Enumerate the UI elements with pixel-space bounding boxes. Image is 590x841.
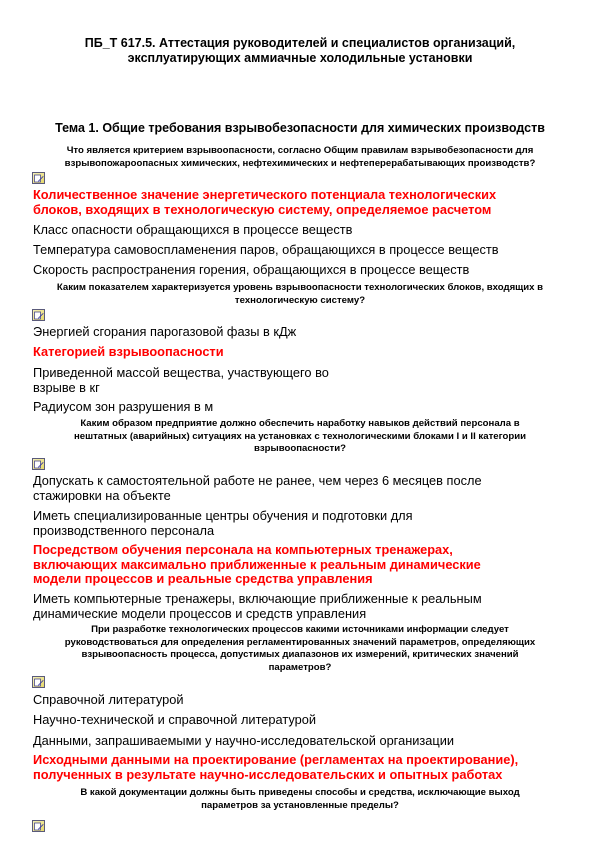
answer-2-4[interactable] (33, 400, 213, 415)
question-line: При разработке технологических процессов какими источниками информации следует (91, 624, 509, 635)
topic-title: Тема 1. Общие требования взрывобезопасности для химических производств (55, 121, 545, 135)
answer-line: Данными, запрашиваемыми у научно-исследовательской организации (33, 733, 455, 748)
answer-line: Исходными данными на проектирование (регламентах на проектирование), (33, 752, 519, 767)
answer-4-4[interactable] (33, 753, 518, 782)
answer-line: Категорией взрывоопасности (33, 344, 224, 359)
question-line: Каким образом предприятие должно обеспечить наработку навыков действий персонала в (80, 418, 520, 429)
answer-line: взрыве в кг (33, 379, 100, 395)
answer-3-4[interactable] (33, 592, 482, 621)
answer-line: полученных в результате научно-исследовательских и опытных работах (33, 766, 503, 782)
answer-line: включающих максимально приближенные к реальным динамические (33, 556, 481, 572)
question-line: нештатных (аварийных) ситуациях на установках с технологическими блоками I и II категории (73, 430, 526, 442)
document-title-line-1: ПБ_Т 617.5. Аттестация руководителей и специалистов организаций, (84, 36, 516, 50)
answer-line: Иметь компьютерные тренажеры, включающие приближенные к реальным (33, 591, 482, 606)
question-4-text (30, 624, 570, 674)
answer-3-1[interactable] (33, 474, 482, 503)
answer-line: Количественное значение энергетического потенциала технологических (33, 187, 497, 202)
book-pencil-icon[interactable] (32, 309, 45, 321)
question-line: взрывопожароопасных химических, нефтехимических и нефтеперерабатывающих производств? (64, 157, 536, 169)
answer-2-1[interactable] (33, 325, 296, 340)
question-line: Что является критерием взрывоопасности, согласно Общим правилам взрывобезопасности для (66, 145, 534, 156)
answer-line: Класс опасности обращающихся в процессе веществ (33, 222, 353, 237)
question-line: технологическую систему? (234, 294, 366, 306)
answer-line: Температура самовоспламенения паров, обращающихся в процессе веществ (33, 242, 499, 257)
answer-4-3[interactable] (33, 734, 454, 749)
answer-2-3[interactable] (33, 366, 329, 395)
answer-1-1[interactable] (33, 188, 496, 217)
document-title (60, 36, 540, 66)
answer-4-1[interactable] (33, 693, 184, 708)
answer-line: динамические модели процессов и средств управления (33, 605, 367, 621)
answer-line: блоков, входящих в технологическую систему, определяемое расчетом (33, 201, 492, 217)
answer-line: производственного персонала (33, 522, 215, 538)
answer-1-4[interactable] (33, 263, 469, 278)
question-line: взрывоопасности? (254, 443, 346, 454)
question-5-text (30, 787, 570, 812)
book-pencil-icon[interactable] (32, 820, 45, 832)
question-1-text (30, 145, 570, 170)
answer-4-2[interactable] (33, 713, 316, 728)
question-line: параметров? (268, 661, 332, 673)
answer-line: Справочной литературой (33, 692, 184, 707)
answer-line: стажировки на объекте (33, 487, 171, 503)
question-line: взрывоопасность процесса, допустимых диапазонов их измерений, критических значений (81, 649, 519, 660)
answer-line: Посредством обучения персонала на компьютерных тренажерах, (33, 542, 453, 557)
question-line: параметров за установленные пределы? (201, 799, 399, 811)
answer-line: Допускать к самостоятельной работе не ранее, чем через 6 месяцев после (33, 473, 482, 488)
book-pencil-icon[interactable] (32, 676, 45, 688)
question-line: В какой документации должны быть приведены способы и средства, исключающие выход (80, 787, 520, 798)
answer-3-3[interactable] (33, 543, 481, 587)
book-pencil-icon[interactable] (32, 172, 45, 184)
answer-line: Иметь специализированные центры обучения и подготовки для (33, 508, 413, 523)
document-title-line-2: эксплуатирующих аммиачные холодильные установки (127, 51, 473, 65)
answer-line: Научно-технической и справочной литературой (33, 712, 316, 727)
answer-1-3[interactable] (33, 243, 499, 258)
answer-3-2[interactable] (33, 509, 413, 538)
question-2-text (30, 282, 570, 307)
question-3-text (30, 418, 570, 456)
answer-line: модели процессов и реальные средства управления (33, 571, 373, 586)
answer-line: Приведенной массой вещества, участвующего во (33, 365, 329, 380)
answer-2-2[interactable] (33, 345, 224, 360)
question-line: Каким показателем характеризуется уровень взрывоопасности технологических блоков, входящих в (56, 282, 544, 293)
book-pencil-icon[interactable] (32, 458, 45, 470)
answer-line: Энергией сгорания парогазовой фазы в кДж (33, 324, 297, 339)
question-line: руководствоваться для определения регламентированных значений параметров, определяющих (64, 636, 536, 648)
answer-line: Скорость распространения горения, обращающихся в процессе веществ (33, 262, 470, 277)
answer-1-2[interactable] (33, 223, 352, 238)
answer-line: Радиусом зон разрушения в м (33, 399, 214, 414)
